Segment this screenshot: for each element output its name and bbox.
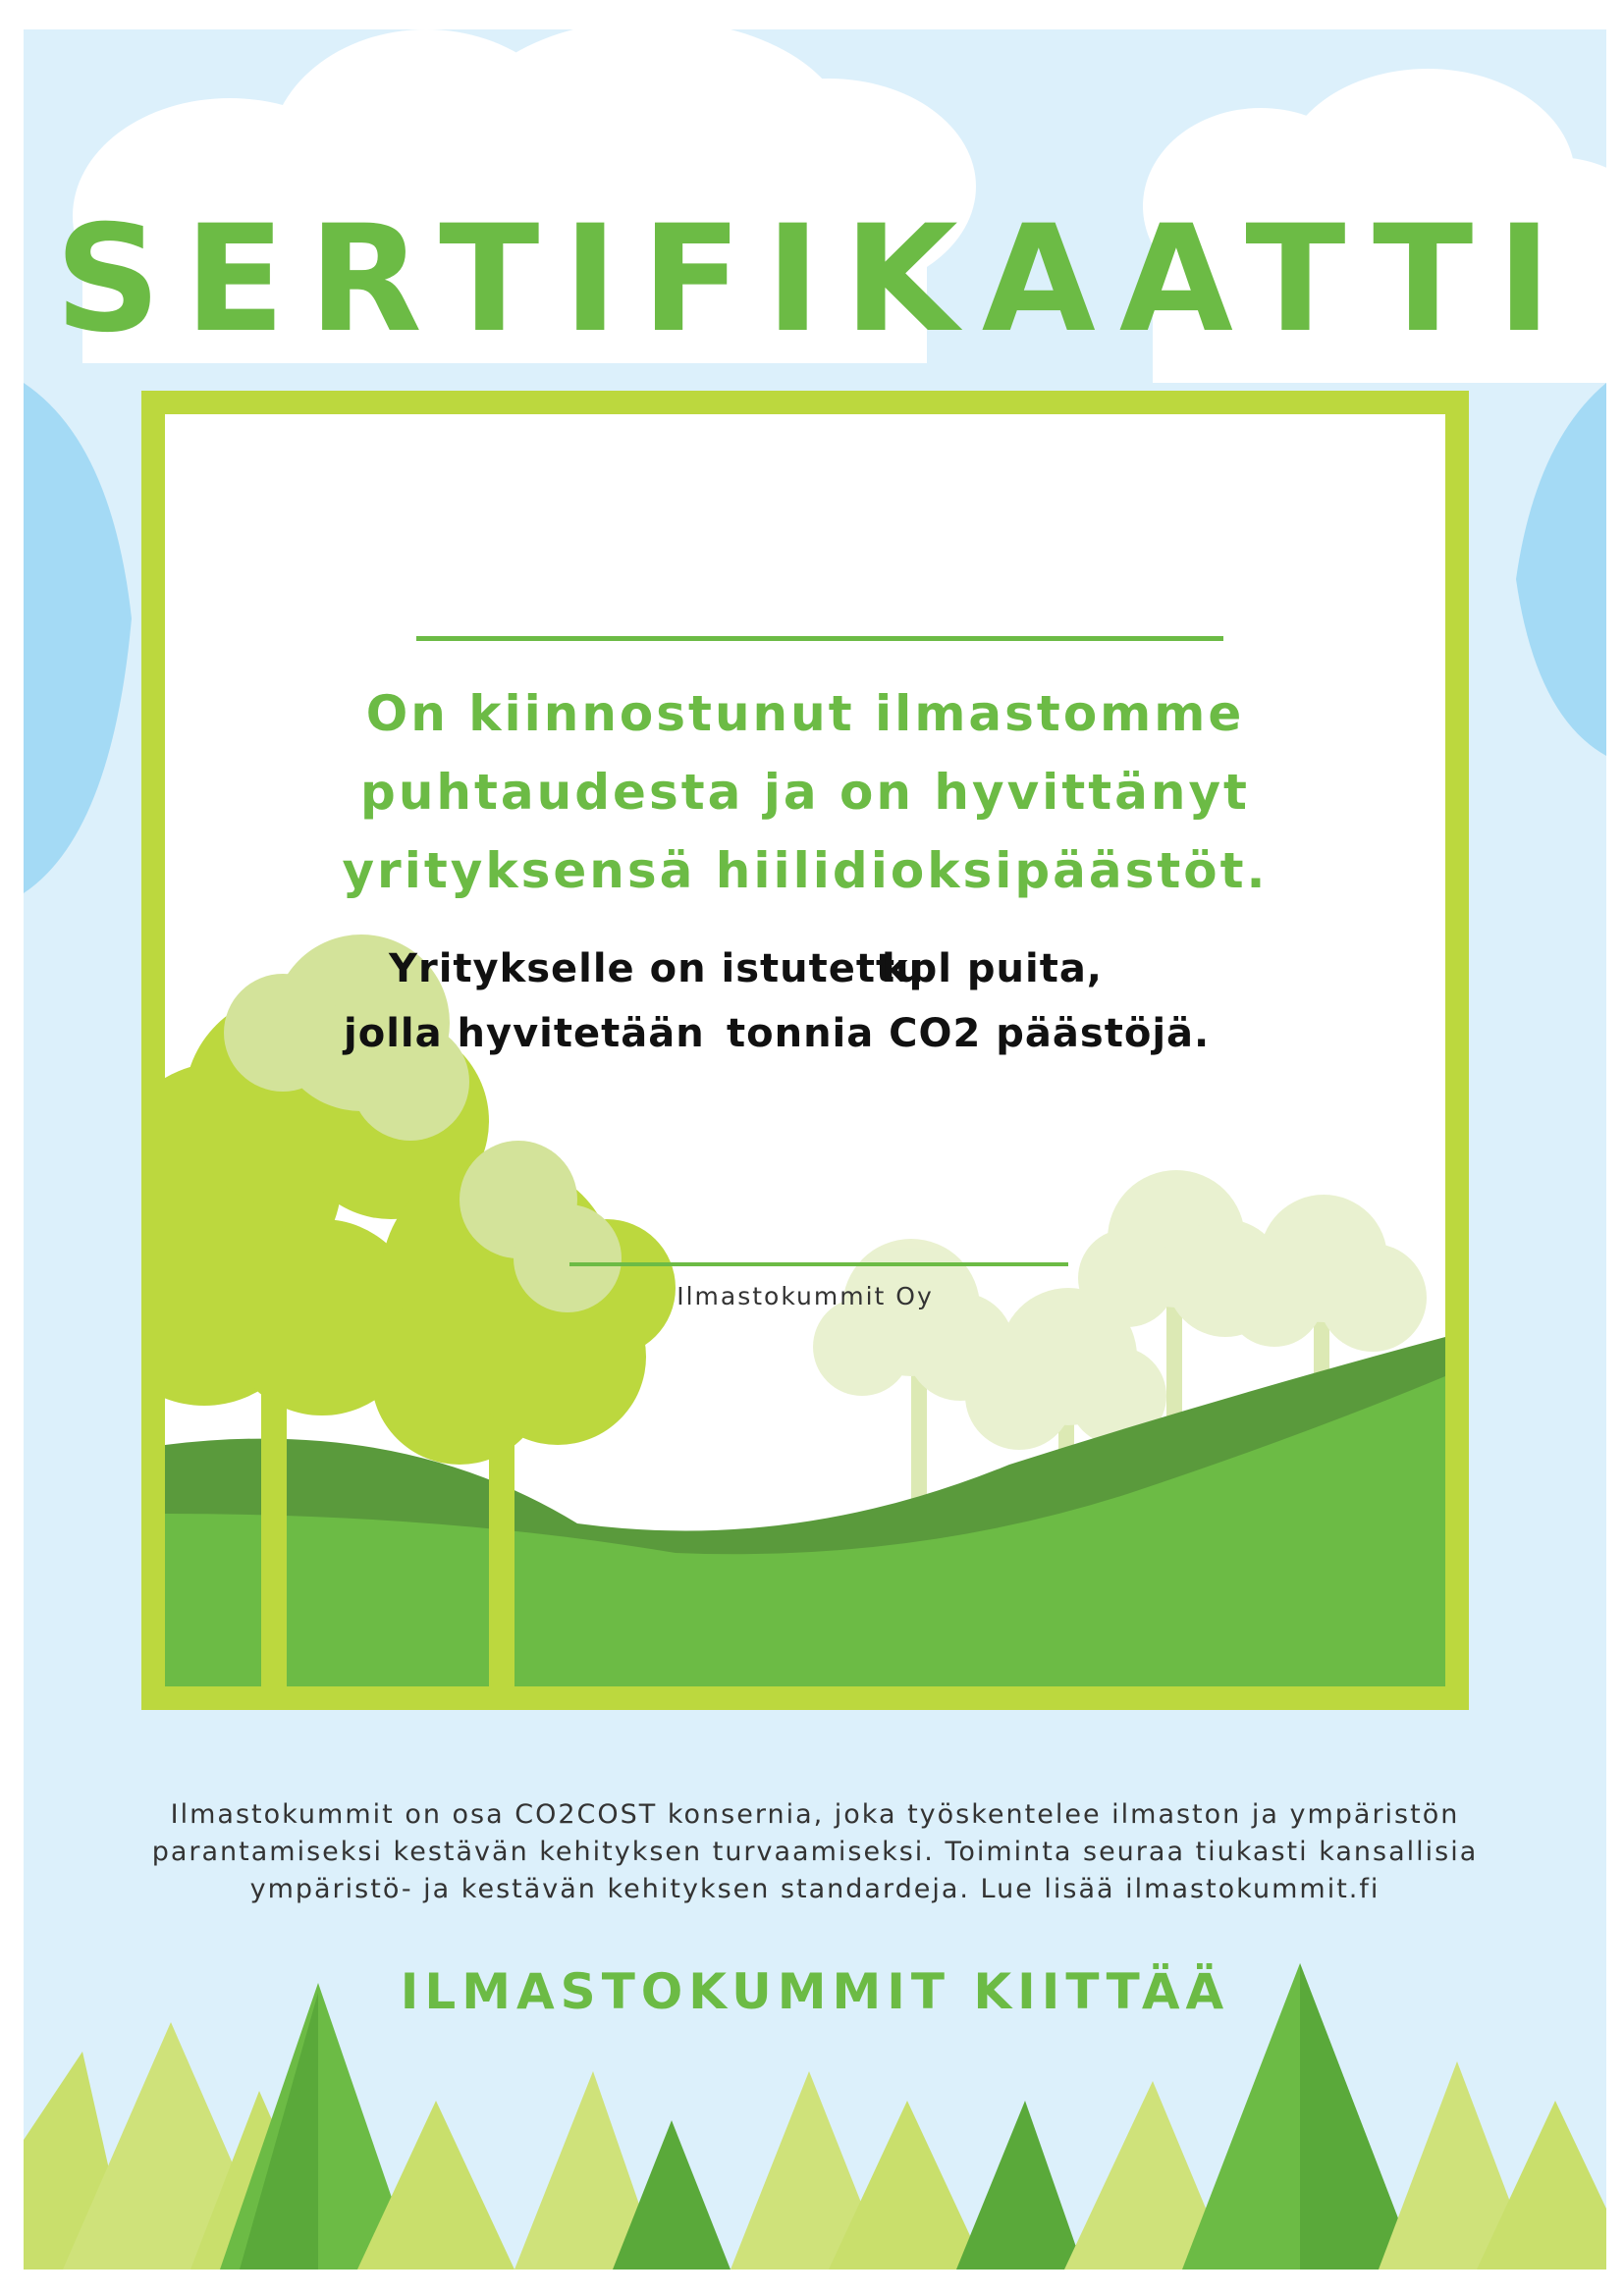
headline-line: puhtaudesta ja on hyvittänyt — [360, 764, 1250, 821]
certificate-frame — [141, 391, 1469, 1710]
planted-text: Yritykselle on istutettu — [389, 946, 925, 991]
planted-statement — [165, 936, 1445, 1066]
planted-text: kpl puita, — [882, 946, 1103, 991]
planted-row — [165, 936, 1445, 1001]
signature-line — [569, 1262, 1068, 1266]
headline — [165, 674, 1445, 910]
signer-name: Ilmastokummit Oy — [677, 1282, 934, 1310]
certificate-title: SERTIFIKAATTI — [54, 194, 1576, 365]
about-text — [82, 1796, 1547, 1908]
name-line — [416, 636, 1223, 641]
about-line: Ilmastokummit on osa CO2COST konsernia, joka työskentelee ilmaston ja ympäristön — [170, 1799, 1460, 1830]
certificate-page — [24, 29, 1606, 2269]
planted-text: tonnia CO2 päästöjä. — [727, 1011, 1211, 1056]
planted-row — [165, 1001, 1445, 1066]
headline-line: On kiinnostunut ilmastomme — [365, 685, 1245, 742]
thanks-heading: ILMASTOKUMMIT KIITTÄÄ — [400, 1963, 1230, 2020]
planted-text: jolla hyvitetään — [344, 1011, 705, 1056]
headline-line: yrityksensä hiilidioksipäästöt. — [342, 842, 1269, 899]
about-line: ympäristö- ja kestävän kehityksen standardeja. Lue lisää ilmastokummit.fi — [249, 1874, 1380, 1904]
about-line: parantamiseksi kestävän kehityksen turvaamiseksi. Toiminta seuraa tiukasti kansallisia — [151, 1837, 1479, 1867]
